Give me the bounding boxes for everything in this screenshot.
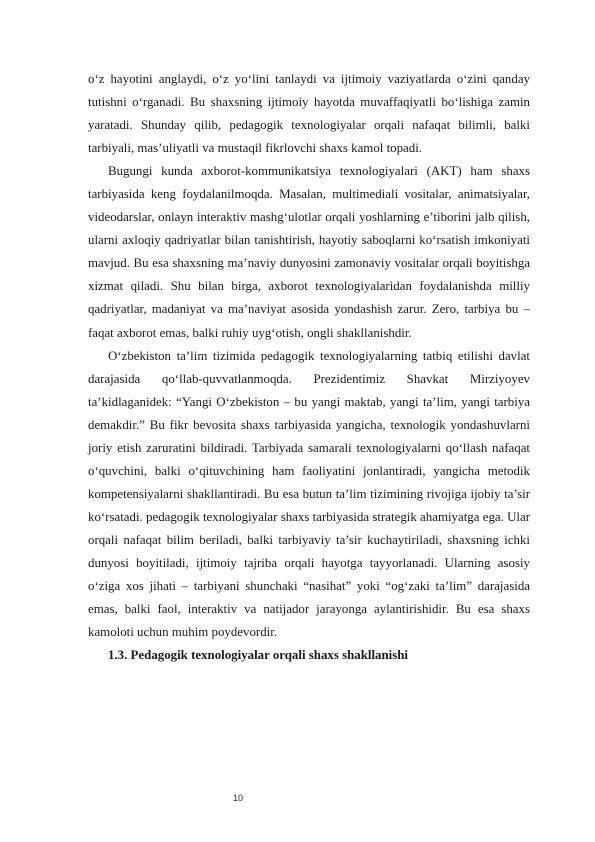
paragraph-uzbekistan: O‘zbekiston ta’lim tizimida pedagogik texnologiyalarning tatbiq etilishi davlat darajasida qo‘llab-quvvatlanmoqda. Prezidentimiz Shavkat Mirziyoyev ta’kidlaganidek: “Yangi O‘zbekiston – bu yangi maktab, yangi ta’lim, yangi tarbiya demakdir.” Bu fikr bevosita shaxs tarbiyasida yangicha, texnologik yondashuvlarni joriy etish zaruratini bildiradi. Tarbiyada samarali texnologiyalarni qo‘llash nafaqat o‘quvchini, balki o‘qituvchining ham faoliyatini jonlantiradi, yangicha metodik kompetensiyalarni shakllantiradi. Bu esa butun ta’lim tizimining rivojiga ijobiy ta’sir ko‘rsatadi. pedagogik texnologiyalar shaxs tarbiyasida strategik ahamiyatga ega. Ular orqali nafaqat bilim beriladi, balki tarbiyaviy ta’sir kuchaytiriladi, shaxsning ichki dunyosi boyitiladi, ijtimoiy tajriba orqali hayotga tayyorlanadi. Ularning asosiy o‘ziga xos jihati – tarbiyani shunchaki “nasihat” yoki “og‘zaki ta’lim” darajasida emas, balki faol, interaktiv va natijador jarayonga aylantirishidir. Bu esa shaxs kamoloti uchun muhim poydevordir. [88, 348, 530, 640]
document-body [88, 68, 530, 667]
paragraph-continued: o‘z hayotini anglaydi, o‘z yo‘lini tanlaydi va ijtimoiy vaziyatlarda o‘zini qanday tutishni o‘rganadi. Bu shaxsning ijtimoiy hayotda muvaffaqiyatli bo‘lishiga zamin yaratadi. Shunday qilib, pedagogik texnologiyalar orqali nafaqat bilimli, balki tarbiyali, mas’uliyatli va mustaqil fikrlovchi shaxs kamol topadi. [88, 72, 530, 156]
section-heading: 1.3. Pedagogik texnologiyalar orqali shaxs shakllanishi [108, 648, 409, 663]
paragraph-akt: Bugungi kunda axborot-kommunikatsiya texnologiyalari (AKT) ham shaxs tarbiyasida keng foydalanilmoqda. Masalan, multimediali vositalar, animatsiyalar, videodarslar, onlayn interaktiv mashg‘ulotlar orqali yoshlarning e’tiborini jalb qilish, ularni axloqiy qadriyatlar bilan tanishtirish, hayotiy saboqlarni ko‘rsatish imkoniyati mavjud. Bu esa shaxsning ma’naviy dunyosini zamonaviy vositalar orqali boyitishga xizmat qiladi. Shu bilan birga, axborot texnologiyalaridan foydalanishda milliy qadriyatlar, madaniyat va ma’naviyat asosida yondashish zarur. Zero, tarbiya bu – faqat axborot emas, balki ruhiy uyg‘otish, ongli shakllanishdir. [88, 164, 530, 340]
page-number: 10 [232, 793, 243, 803]
